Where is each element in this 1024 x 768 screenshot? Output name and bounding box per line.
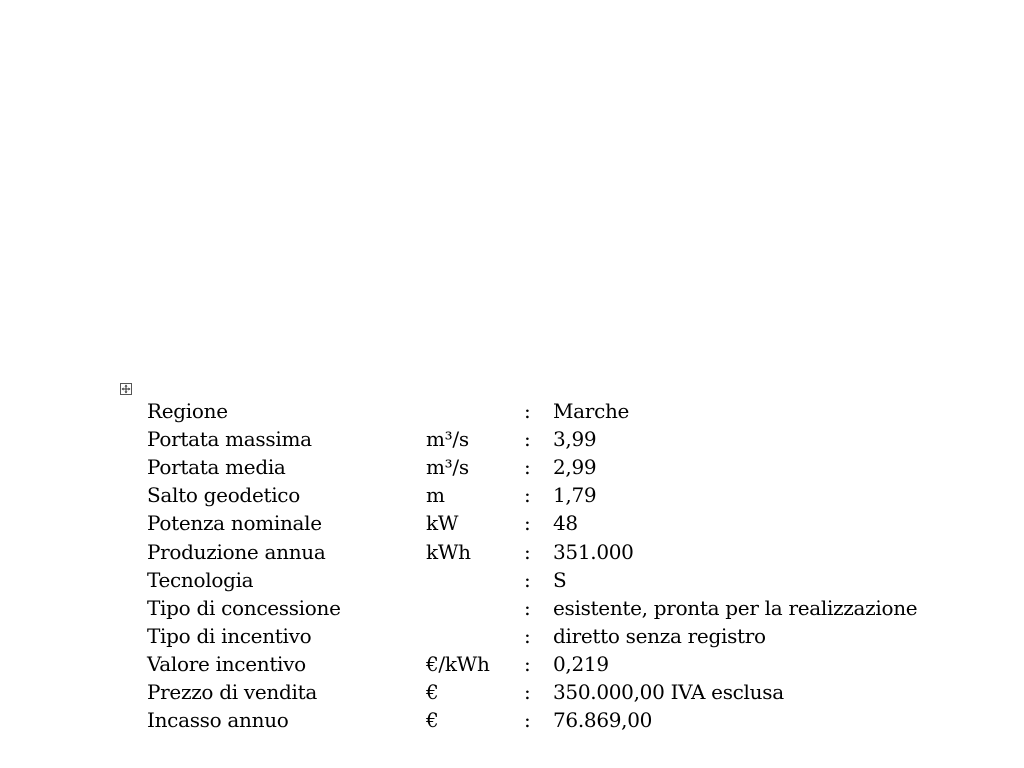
table-row — [143, 650, 921, 678]
table-row — [143, 706, 921, 734]
row-label: Produzione annua — [147, 539, 326, 564]
row-label: Potenza nominale — [147, 511, 322, 536]
table-row — [143, 397, 921, 425]
row-value: esistente, pronta per la realizzazione — [553, 595, 918, 620]
row-separator: : — [524, 427, 531, 452]
row-separator: : — [524, 483, 531, 508]
row-label: Incasso annuo — [147, 708, 289, 733]
row-unit: kW — [426, 511, 459, 536]
row-separator: : — [524, 399, 531, 424]
row-unit — [422, 594, 520, 622]
row-value: S — [553, 567, 567, 592]
table-row — [143, 509, 921, 537]
row-separator: : — [524, 679, 531, 704]
row-value: 350.000,00 IVA esclusa — [553, 679, 784, 704]
row-unit — [422, 622, 520, 650]
row-unit: m³/s — [426, 427, 469, 452]
row-value: 76.869,00 — [553, 708, 653, 733]
row-label: Tipo di incentivo — [147, 623, 312, 648]
table-row — [143, 622, 921, 650]
row-separator: : — [524, 567, 531, 592]
specification-table — [143, 397, 921, 734]
row-unit: € — [426, 679, 439, 704]
row-label: Valore incentivo — [147, 651, 306, 676]
row-label: Tipo di concessione — [147, 595, 341, 620]
row-separator: : — [524, 511, 531, 536]
row-label: Portata massima — [147, 427, 312, 452]
row-unit: kWh — [426, 539, 471, 564]
row-unit — [422, 397, 520, 425]
table-row — [143, 425, 921, 453]
row-unit — [422, 566, 520, 594]
row-value: 0,219 — [553, 651, 609, 676]
row-label: Prezzo di vendita — [147, 679, 317, 704]
row-label: Tecnologia — [147, 567, 254, 592]
row-label: Salto geodetico — [147, 483, 300, 508]
row-unit: € — [426, 708, 439, 733]
row-label: Regione — [147, 399, 228, 424]
row-label: Portata media — [147, 455, 286, 480]
row-separator: : — [524, 623, 531, 648]
row-unit: m³/s — [426, 455, 469, 480]
row-separator: : — [524, 651, 531, 676]
row-value: 351.000 — [553, 539, 634, 564]
row-unit: €/kWh — [426, 651, 490, 676]
row-separator: : — [524, 539, 531, 564]
row-value: diretto senza registro — [553, 623, 766, 648]
row-value: Marche — [553, 399, 630, 424]
row-separator: : — [524, 708, 531, 733]
table-row — [143, 678, 921, 706]
move-arrows-icon — [121, 384, 131, 394]
table-row — [143, 481, 921, 509]
row-unit: m — [426, 483, 445, 508]
row-value: 48 — [553, 511, 578, 536]
table-row — [143, 566, 921, 594]
row-separator: : — [524, 455, 531, 480]
row-separator: : — [524, 595, 531, 620]
table-move-handle-icon[interactable] — [120, 383, 132, 395]
row-value: 3,99 — [553, 427, 597, 452]
row-value: 1,79 — [553, 483, 597, 508]
table-row — [143, 594, 921, 622]
table-row — [143, 453, 921, 481]
table-row — [143, 537, 921, 565]
row-value: 2,99 — [553, 455, 597, 480]
